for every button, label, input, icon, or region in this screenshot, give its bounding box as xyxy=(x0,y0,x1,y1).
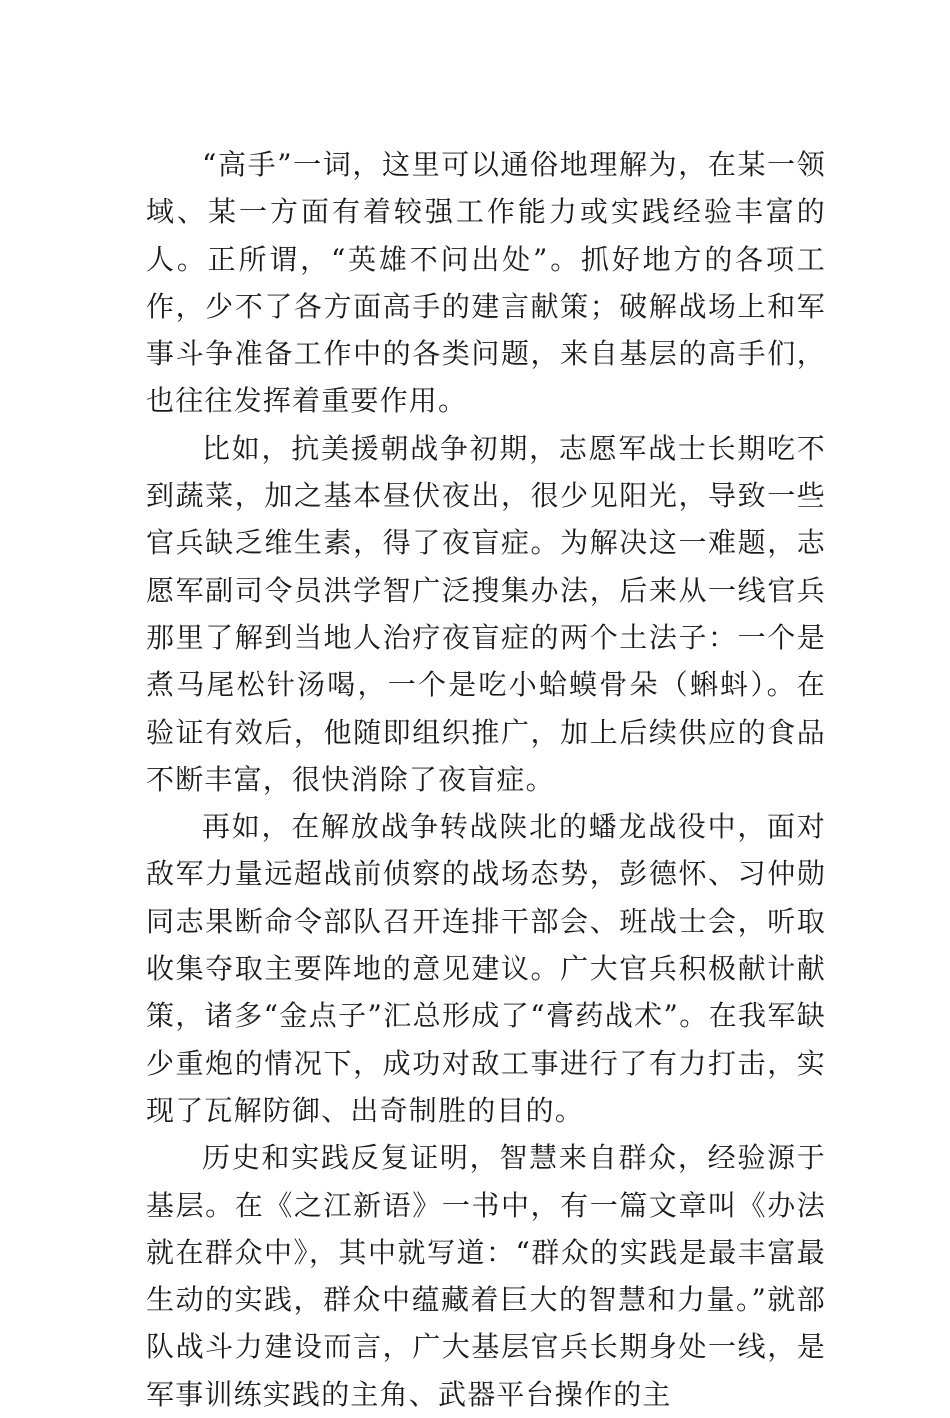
paragraph-4: 历史和实践反复证明，智慧来自群众，经验源于基层。在《之江新语》一书中，有一篇文章叫《办法就在群众中》，其中就写道：“群众的实践是最丰富最生动的实践，群众中蕴藏着巨大的智慧和力量。”就部队战斗力建设而言，广大基层官兵长期身处一线，是军事训练实践的主角、武器平台操作的主 xyxy=(146,1141,826,1411)
paragraph-1: “高手”一词，这里可以通俗地理解为，在某一领域、某一方面有着较强工作能力或实践经验丰富的人。正所谓，“英雄不问出处”。抓好地方的各项工作，少不了各方面高手的建言献策；破解战场上和军事斗争准备工作中的各类问题，来自基层的高手们，也往往发挥着重要作用。 xyxy=(146,148,826,418)
article-body xyxy=(146,141,826,1418)
paragraph-2: 比如，抗美援朝战争初期，志愿军战士长期吃不到蔬菜，加之基本昼伏夜出，很少见阳光，导致一些官兵缺乏维生素，得了夜盲症。为解决这一难题，志愿军副司令员洪学智广泛搜集办法，后来从一线官兵那里了解到当地人治疗夜盲症的两个土法子：一个是煮马尾松针汤喝，一个是吃小蛤蟆骨朵（蝌蚪）。在验证有效后，他随即组织推广，加上后续供应的食品不断丰富，很快消除了夜盲症。 xyxy=(146,431,826,796)
paragraph-3: 再如，在解放战争转战陕北的蟠龙战役中，面对敌军力量远超战前侦察的战场态势，彭德怀、习仲勋同志果断命令部队召开连排干部会、班战士会，听取收集夺取主要阵地的意见建议。广大官兵积极献计献策，诸多“金点子”汇总形成了“膏药战术”。在我军缺少重炮的情况下，成功对敌工事进行了有力打击，实现了瓦解防御、出奇制胜的目的。 xyxy=(146,810,826,1127)
